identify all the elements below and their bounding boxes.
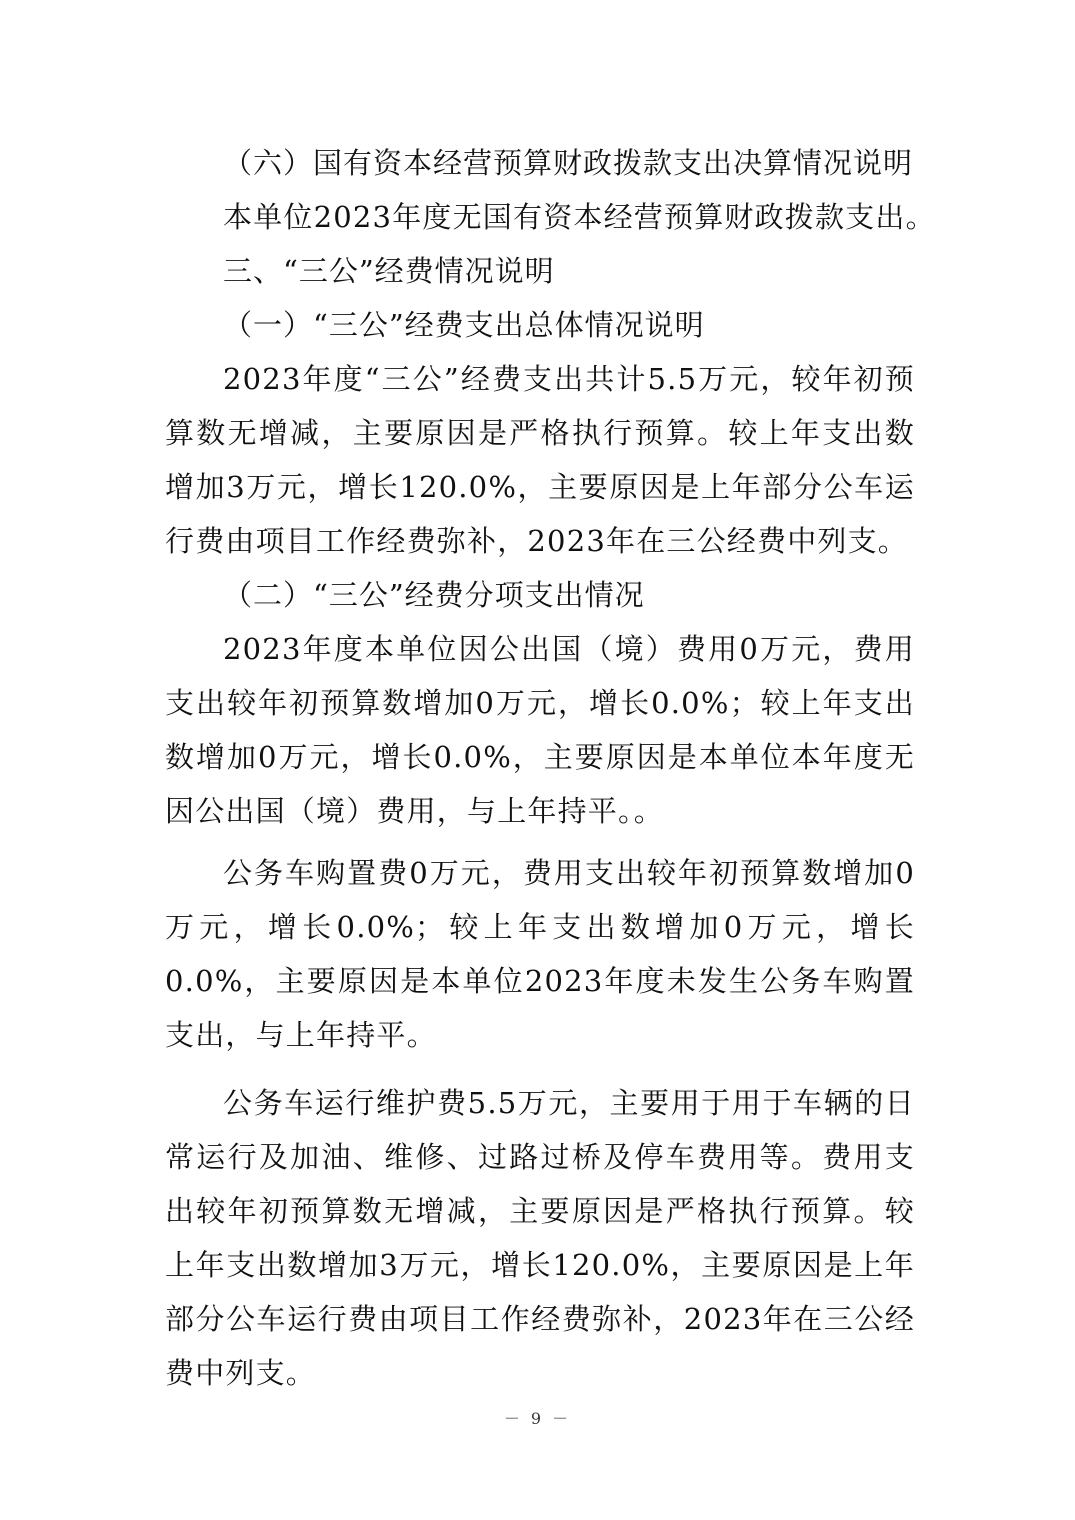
page-number: － 9 － — [503, 1409, 572, 1428]
sub-1-title: （一）“三公”经费支出总体情况说明 — [223, 308, 705, 342]
sub-2-title: （二）“三公”经费分项支出情况 — [223, 578, 645, 612]
section-6-text: 本单位2023年度无国有资本经营预算财政拨款支出。 — [223, 200, 936, 234]
part-3-title: 三、“三公”经费情况说明 — [223, 254, 555, 288]
sub-1-paragraph: 2023年度“三公”经费支出共计5.5万元，较年初预算数无增减，主要原因是严格执行预算。较上年支出数增加3万元，增长120.0%，主要原因是上年部分公车运行费由项目工作经费弥补，2023年在三公经费中列支。 — [165, 362, 915, 558]
document-body — [165, 136, 936, 1400]
section-6-title: （六）国有资本经营预算财政拨款支出决算情况说明 — [223, 146, 914, 180]
sub-2-paragraph-overseas: 2023年度本单位因公出国（境）费用0万元，费用支出较年初预算数增加0万元，增长0.0%；较上年支出数增加0万元，增长0.0%，主要原因是本单位本年度无因公出国（境）费用，与上年持平。。 — [165, 632, 915, 828]
sub-2-paragraph-vehicle-purchase: 公务车购置费0万元，费用支出较年初预算数增加0万元，增长0.0%；较上年支出数增加0万元，增长0.0%，主要原因是本单位2023年度未发生公务车购置支出，与上年持平。 — [165, 856, 915, 1052]
sub-2-paragraph-vehicle-operation: 公务车运行维护费5.5万元，主要用于用于车辆的日常运行及加油、维修、过路过桥及停车费用等。费用支出较年初预算数无增减，主要原因是严格执行预算。较上年支出数增加3万元，增长120.0%，主要原因是上年部分公车运行费由项目工作经费弥补，2023年在三公经费中列支。 — [165, 1086, 915, 1390]
